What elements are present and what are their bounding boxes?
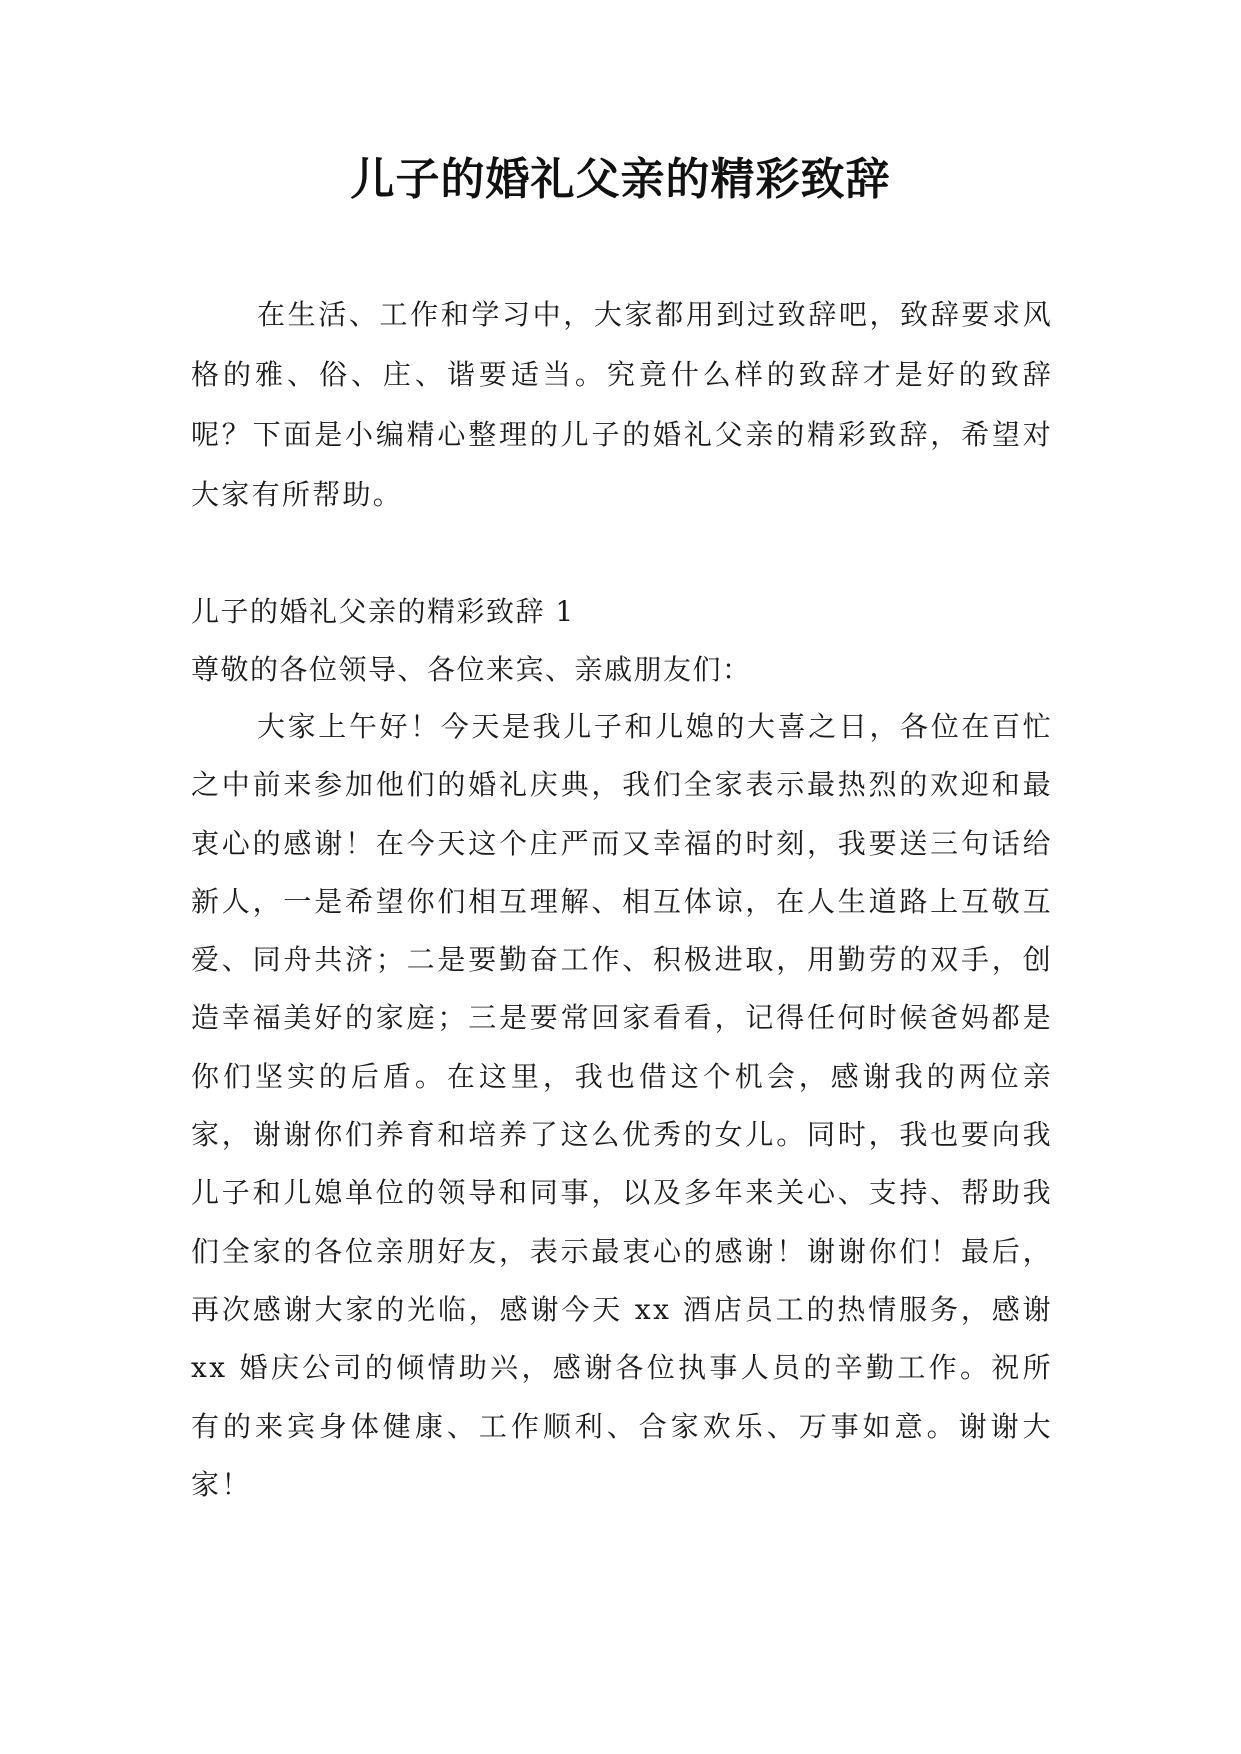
section-heading: 儿子的婚礼父亲的精彩致辞 1 xyxy=(191,595,575,628)
intro-paragraph: 在生活、工作和学习中，大家都用到过致辞吧，致辞要求风格的雅、俗、庄、谐要适当。究竟什么样的致辞才是好的致辞呢？下面是小编精心整理的儿子的婚礼父亲的精彩致辞，希望对大家有所帮助。 xyxy=(191,298,1053,511)
speech-body-paragraph: 大家上午好！今天是我儿子和儿媳的大喜之日，各位在百忙之中前来参加他们的婚礼庆典，我们全家表示最热烈的欢迎和最衷心的感谢！在今天这个庄严而又幸福的时刻，我要送三句话给新人，一是希望你们相互理解、相互体谅，在人生道路上互敬互爱、同舟共济；二是要勤奋工作、积极进取，用勤劳的双手，创造幸福美好的家庭；三是要常回家看看，记得任何时候爸妈都是你们坚实的后盾。在这里，我也借这个机会，感谢我的两位亲家，谢谢你们养育和培养了这么优秀的女儿。同时，我也要向我儿子和儿媳单位的领导和同事，以及多年来关心、支持、帮助我们全家的各位亲朋好友，表示最衷心的感谢！谢谢你们！最后，再次感谢大家的光临，感谢今天 xx 酒店员工的热情服务，感谢 xx 婚庆公司的倾情助兴，感谢各位执事人员的辛勤工作。祝所有的来宾身体健康、工作顺利、合家欢乐、万事如意。谢谢大家！ xyxy=(191,710,1053,1501)
document-title: 儿子的婚礼父亲的精彩致辞 xyxy=(350,154,891,205)
speech-salutation: 尊敬的各位领导、各位来宾、亲戚朋友们： xyxy=(191,653,752,686)
